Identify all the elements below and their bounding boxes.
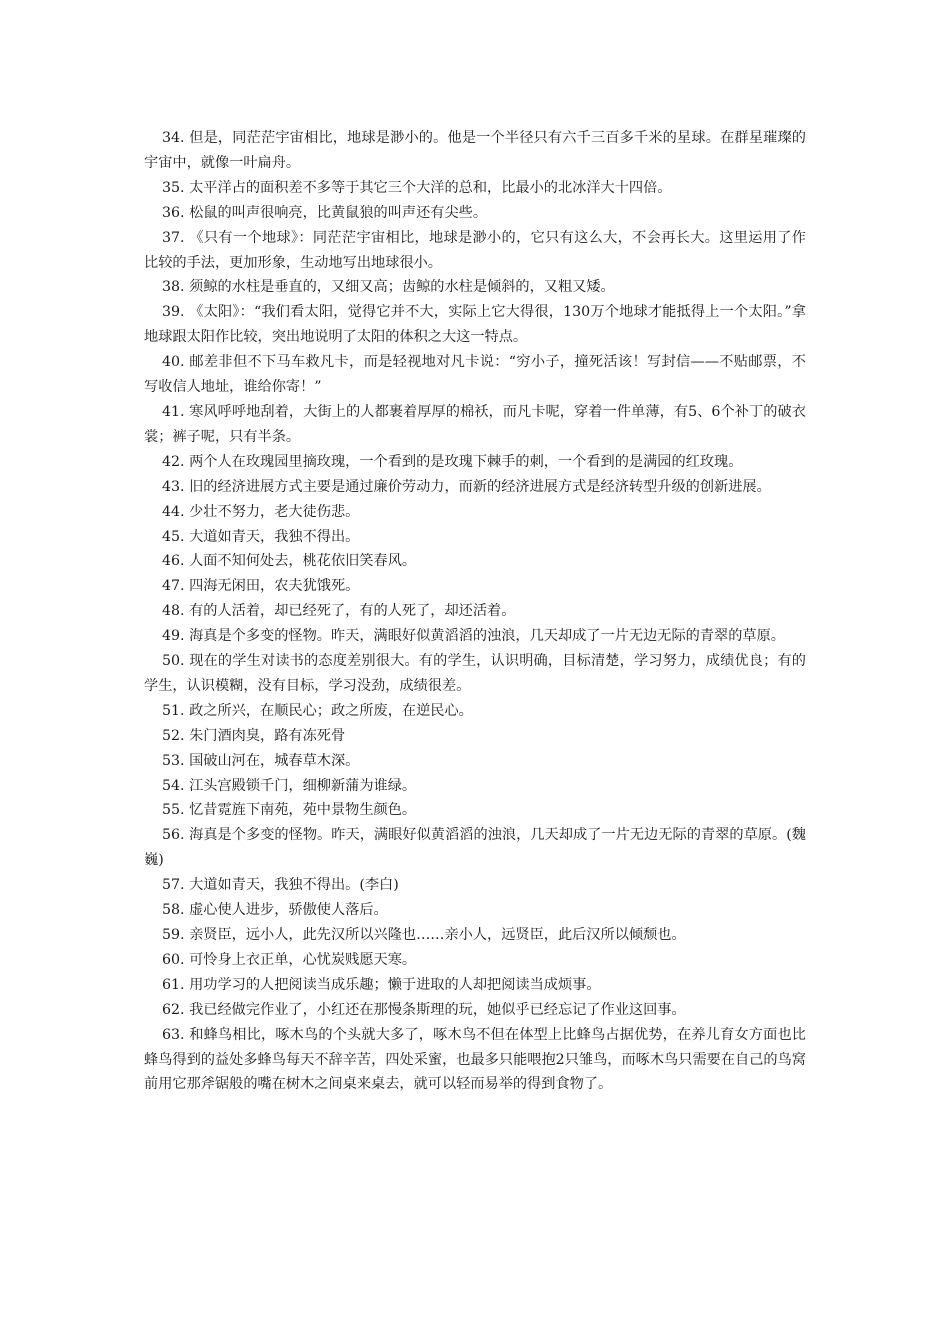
paragraph-44: 44. 少壮不努力，老大徒伤悲。 [162,503,360,520]
paragraph-39: 39. 《太阳》：“我们看太阳，觉得它并不大，实际上它大得很，130万个地球才能抵得上一个太阳。”拿地球跟太阳作比较，突出地说明了太阳的体积之大这一特点。 [144,304,806,346]
paragraph-45: 45. 大道如青天，我独不得出。 [162,528,360,545]
paragraph-56: 56. 海真是个多变的怪物。昨天，满眼好似黄滔滔的浊浪，几天却成了一片无边无际的青翠的草原。(魏巍) [144,827,806,869]
paragraph-59: 59. 亲贤臣，远小人，此先汉所以兴隆也……亲小人，远贤臣，此后汉所以倾颓也。 [162,927,686,943]
paragraph-61: 61. 用功学习的人把阅读当成乐趣；懒于进取的人却把阅读当成烦事。 [162,976,601,993]
paragraph-57: 57. 大道如青天，我独不得出。(李白) [162,877,399,894]
paragraph-49: 49. 海真是个多变的怪物。昨天，满眼好似黄滔滔的浊浪，几天却成了一片无边无际的青翠的草原。 [162,628,785,645]
paragraph-60: 60. 可怜身上衣正单，心忧炭贱愿天寒。 [162,951,417,968]
paragraph-63: 63. 和蜂鸟相比，啄木鸟的个头就大多了，啄木鸟不但在体型上比蜂鸟占据优势，在养儿育女方面也比蜂鸟得到的益处多蜂鸟每天不辞辛苦，四处采蜜，也最多只能喂抱2只雏鸟，而啄木鸟只需要在自己的鸟窝前用它那斧锯般的嘴在树木之间桌来桌去，就可以轻而易举的得到食物了。 [144,1026,806,1093]
paragraph-53: 53. 国破山河在，城春草木深。 [162,752,360,769]
paragraph-40: 40. 邮差非但不下马车救凡卡，而是轻视地对凡卡说：“穷小子，撞死活该！写封信——不贴邮票，不写收信人地址，谁给你寄！” [144,354,806,396]
paragraph-37: 37. 《只有一个地球》：同茫茫宇宙相比，地球是渺小的，它只有这么大，不会再长大。这里运用了作比较的手法，更加形象，生动地写出地球很小。 [144,229,806,271]
paragraph-51: 51. 政之所兴，在顺民心；政之所废，在逆民心。 [162,702,473,719]
paragraph-42: 42. 两个人在玫瑰园里摘玫瑰，一个看到的是玫瑰下棘手的刺，一个看到的是满园的红玫瑰。 [162,453,743,470]
paragraph-54: 54. 江头宫殿锁千门，细柳新蒲为谁绿。 [162,777,417,794]
paragraph-62: 62. 我已经做完作业了，小红还在那慢条斯理的玩，她似乎已经忘记了作业这回事。 [162,1001,686,1018]
paragraph-43: 43. 旧的经济进展方式主要是通过廉价劳动力，而新的经济进展方式是经济转型升级的创新进展。 [162,478,771,495]
paragraph-35: 35. 太平洋占的面积差不多等于其它三个大洋的总和，比最小的北冰洋大十四倍。 [162,179,672,196]
paragraph-47: 47. 四海无闲田，农夫犹饿死。 [162,578,360,595]
paragraph-50: 50. 现在的学生对读书的态度差别很大。有的学生，认识明确，目标清楚，学习努力，成绩优良；有的学生，认识模糊，没有目标，学习没劲，成绩很差。 [144,653,806,694]
paragraph-48: 48. 有的人活着，却已经死了，有的人死了，却还活着。 [162,603,516,620]
paragraph-34: 34. 但是，同茫茫宇宙相比，地球是渺小的。他是一个半径只有六千三百多千米的星球。在群星璀璨的宇宙中，就像一叶扁舟。 [144,130,806,171]
paragraph-52: 52. 朱门酒肉臭，路有冻死骨 [162,727,346,744]
paragraph-36: 36. 松鼠的叫声很响亮，比黄鼠狼的叫声还有尖些。 [162,204,488,221]
paragraph-41: 41. 寒风呼呼地刮着，大街上的人都裹着厚厚的棉袄，而凡卡呢，穿着一件单薄，有5、6个补丁的破衣裳；裤子呢，只有半条。 [144,403,806,445]
document-body [144,126,806,1097]
paragraph-38: 38. 须鲸的水柱是垂直的，又细又高；齿鲸的水柱是倾斜的，又粗又矮。 [162,279,615,296]
paragraph-46: 46. 人面不知何处去，桃花依旧笑春风。 [162,553,417,570]
paragraph-55: 55. 忆昔霓旌下南苑，苑中景物生颜色。 [162,802,417,819]
paragraph-58: 58. 虚心使人进步，骄傲使人落后。 [162,902,388,919]
